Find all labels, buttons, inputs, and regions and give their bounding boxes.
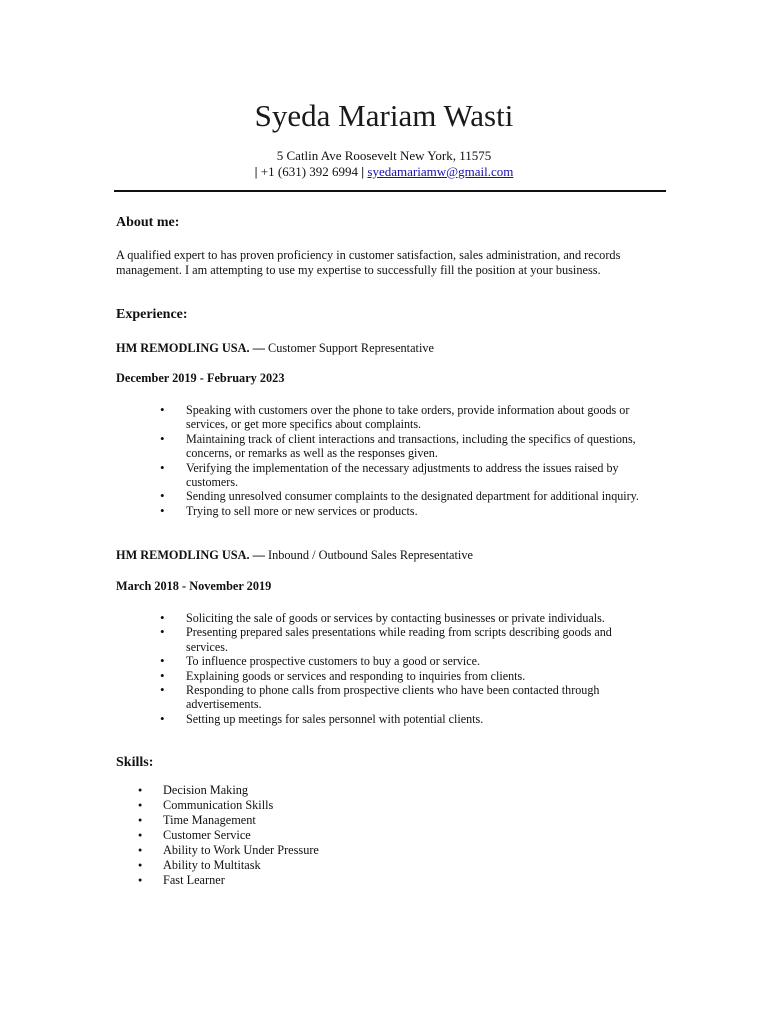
- address-line: 5 Catlin Ave Roosevelt New York, 11575: [276, 148, 492, 163]
- job-title-line: [116, 548, 473, 563]
- list-item: • Sending unresolved consumer complaints to the designated department for additional inquiry.: [160, 489, 650, 503]
- experience-heading: Experience:: [116, 307, 188, 322]
- skill-item: ● Time Management: [138, 813, 438, 828]
- list-item: • Explaining goods or services and responding to inquiries from clients.: [160, 669, 650, 683]
- title-dash: —: [249, 341, 269, 355]
- separator: |: [361, 164, 365, 179]
- job-title: Inbound / Outbound Sales Representative: [268, 548, 473, 562]
- skill-item: ● Ability to Work Under Pressure: [138, 843, 438, 858]
- skills-heading: Skills:: [116, 755, 154, 770]
- list-item: • Verifying the implementation of the necessary adjustments to address the issues raised by customers.: [160, 461, 650, 490]
- list-item: • Soliciting the sale of goods or services by contacting businesses or private individuals.: [160, 611, 650, 625]
- company-name: HM REMODLING USA.: [116, 548, 250, 562]
- resume-name: Syeda Mariam Wasti: [254, 98, 514, 133]
- list-item: • Trying to sell more or new services or products.: [160, 504, 650, 518]
- company-name: HM REMODLING USA.: [116, 341, 250, 355]
- job-title: Customer Support Representative: [268, 341, 434, 355]
- job-duties-list: [160, 611, 650, 726]
- email-link[interactable]: syedamariamw@gmail.com: [367, 164, 514, 179]
- skill-item: ● Customer Service: [138, 828, 438, 843]
- separator: |: [254, 164, 258, 179]
- skills-list: [138, 783, 438, 888]
- contact-line: [0, 164, 768, 180]
- list-item: • Maintaining track of client interactions and transactions, including the specifics of questions, concerns, or remarks as well as the responses given.: [160, 432, 650, 461]
- list-item: • Speaking with customers over the phone to take orders, provide information about goods or services, or get more specifics about complaints.: [160, 403, 650, 432]
- header-divider: [114, 190, 666, 192]
- list-item: • Setting up meetings for sales personnel with potential clients.: [160, 712, 650, 726]
- list-item: • Responding to phone calls from prospective clients who have been contacted through advertisements.: [160, 683, 650, 712]
- job-dates: December 2019 - February 2023: [116, 371, 285, 385]
- job-title-line: [116, 341, 434, 356]
- job-duties-list: [160, 403, 650, 518]
- skill-item: ● Communication Skills: [138, 798, 438, 813]
- phone-number: +1 (631) 392 6994: [260, 164, 359, 179]
- job-dates: March 2018 - November 2019: [116, 579, 272, 593]
- about-text: A qualified expert to has proven proficiency in customer satisfaction, sales administration, and records management. I am attempting to use my expertise to successfully fill the position at your business.: [116, 248, 621, 277]
- skill-item: ● Fast Learner: [138, 873, 438, 888]
- list-item: • Presenting prepared sales presentations while reading from scripts describing goods and services.: [160, 625, 650, 654]
- about-heading: About me:: [116, 215, 180, 230]
- title-dash: —: [249, 548, 269, 562]
- skill-item: ● Decision Making: [138, 783, 438, 798]
- list-item: • To influence prospective customers to buy a good or service.: [160, 654, 650, 668]
- skill-item: ● Ability to Multitask: [138, 858, 438, 873]
